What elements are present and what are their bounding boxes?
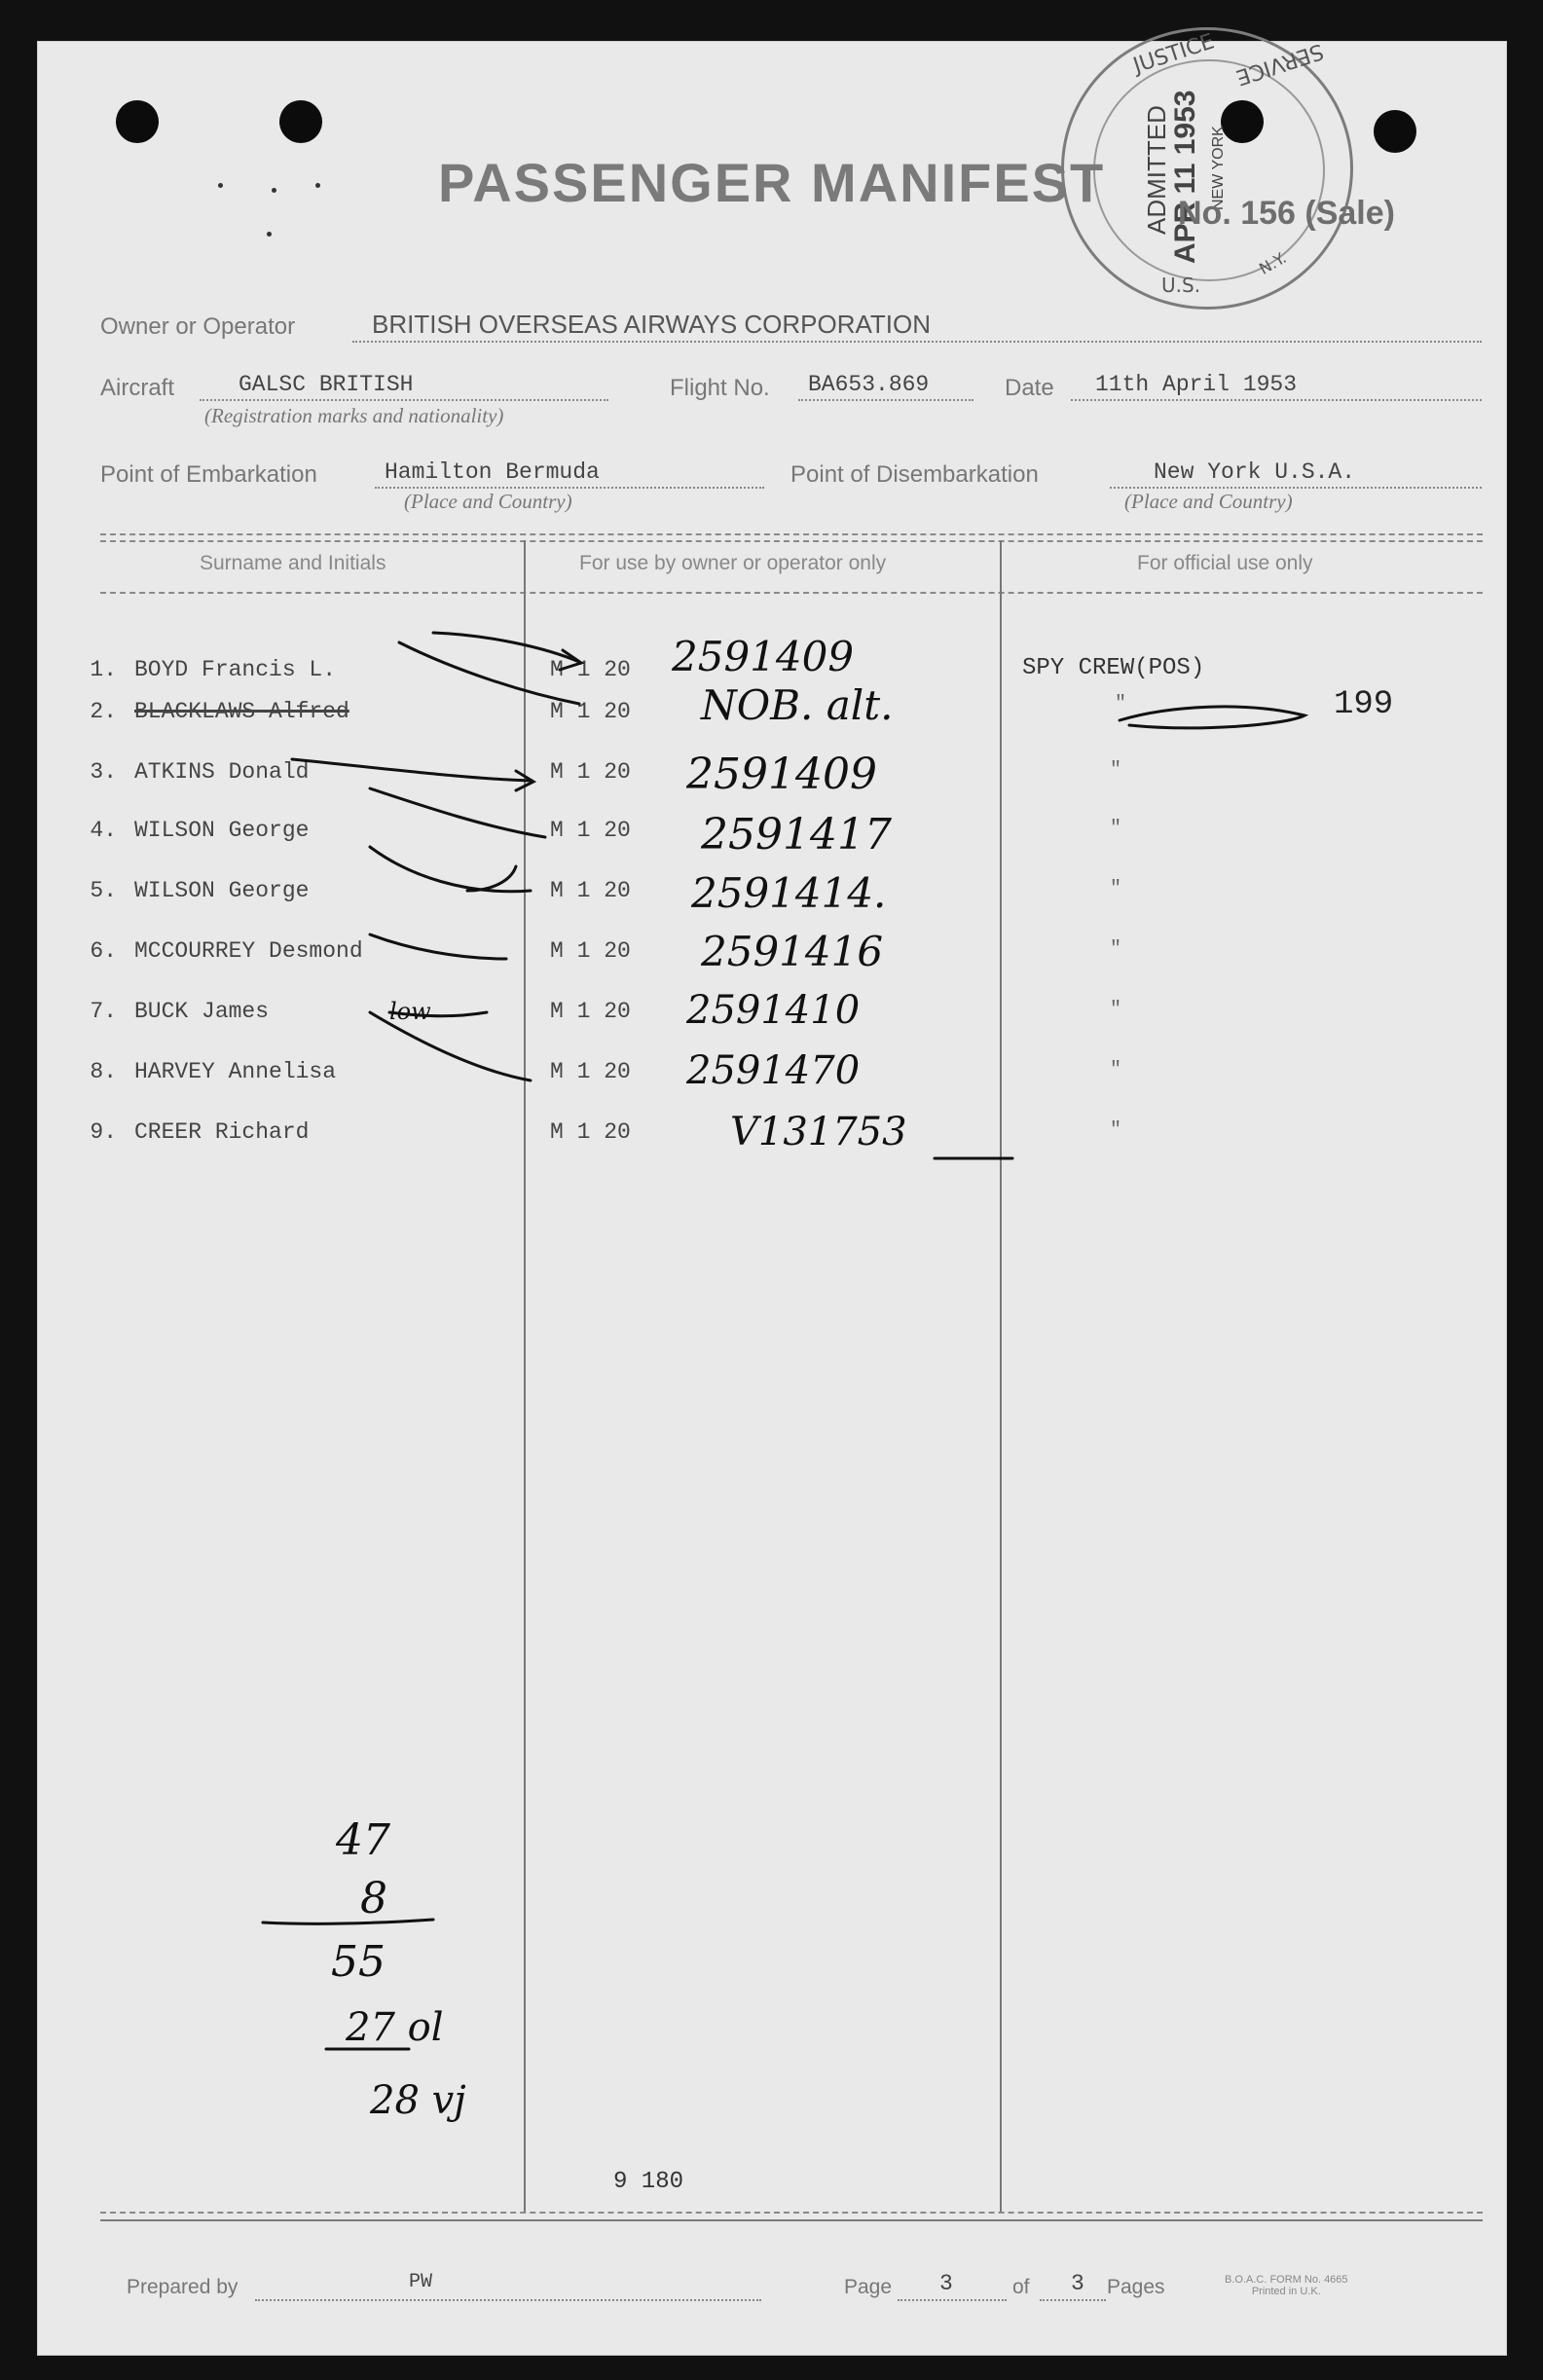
- operator-code: M 1 20: [550, 1059, 631, 1084]
- owner-value: BRITISH OVERSEAS AIRWAYS CORPORATION: [372, 310, 932, 339]
- tally-line-1: 47: [336, 1815, 390, 1865]
- passenger-name: MCCOURREY Desmond: [134, 938, 363, 964]
- operator-code: M 1 20: [550, 657, 631, 682]
- aircraft-label: Aircraft: [100, 375, 175, 401]
- punch-hole-2: [279, 100, 322, 143]
- disembarkation-label: Point of Disembarkation: [790, 461, 1039, 488]
- handwritten-id: NOB. alt.: [701, 681, 894, 729]
- handwritten-id: 2591417: [701, 810, 892, 860]
- passenger-name: ATKINS Donald: [134, 759, 310, 785]
- of-underline: [1040, 2299, 1106, 2301]
- official-count: 199: [1334, 686, 1394, 723]
- column-header-surname: Surname and Initials: [200, 552, 386, 574]
- operator-code: M 1 20: [550, 759, 631, 785]
- row-number: 2.: [90, 699, 117, 724]
- speck: [315, 183, 320, 188]
- passenger-name: WILSON George: [134, 818, 310, 843]
- handwritten-id: 2591470: [686, 1048, 861, 1093]
- prepared-by-label: Prepared by: [127, 2276, 239, 2298]
- speck: [218, 183, 223, 188]
- aircraft-value: GALSC BRITISH: [239, 372, 414, 397]
- stamp-city-text: NEW YORK: [1210, 126, 1227, 210]
- official-ditto: ": [1110, 818, 1122, 840]
- stamp-right-text: SERVICE: [1232, 38, 1327, 90]
- column-total: 9 180: [613, 2169, 684, 2195]
- row-number: 3.: [90, 759, 117, 785]
- flight-underline: [798, 399, 974, 401]
- disembarkation-underline: [1110, 487, 1482, 489]
- prepared-by-value: PW: [409, 2271, 433, 2293]
- column-divider-1: [524, 540, 526, 2212]
- stamp-bottom-text: U.S.: [1161, 274, 1201, 297]
- page-value: 3: [939, 2271, 953, 2296]
- official-ditto: ": [1110, 1119, 1122, 1142]
- passenger-name: WILSON George: [134, 878, 310, 903]
- punch-hole-4: [1374, 110, 1416, 153]
- row-number: 7.: [90, 999, 117, 1024]
- form-code-line1: B.O.A.C. FORM No. 4665: [1225, 2274, 1348, 2286]
- prepared-by-underline: [255, 2299, 761, 2301]
- form-number: No. 156 (Sale): [1178, 195, 1395, 232]
- page-underline: [898, 2299, 1007, 2301]
- official-ditto: ": [1115, 693, 1127, 715]
- flight-label: Flight No.: [670, 375, 770, 401]
- passenger-name: BOYD Francis L.: [134, 657, 337, 682]
- passenger-name: CREER Richard: [134, 1119, 310, 1145]
- handwritten-low-note: low: [389, 998, 431, 1025]
- operator-code: M 1 20: [550, 818, 631, 843]
- page-label: Page: [844, 2276, 893, 2298]
- date-value: 11th April 1953: [1095, 372, 1298, 397]
- speck: [272, 188, 276, 193]
- tally-line-2: 8: [360, 1874, 387, 1923]
- column-header-operator: For use by owner or operator only: [579, 552, 887, 574]
- official-ditto: ": [1110, 1059, 1122, 1081]
- embarkation-label: Point of Embarkation: [100, 461, 317, 488]
- date-label: Date: [1005, 375, 1054, 401]
- table-bottom-rule: [100, 2212, 1483, 2214]
- punch-hole-1: [116, 100, 159, 143]
- stamp-date-text: APR 11 1953: [1169, 90, 1201, 264]
- table-header-rule: [100, 592, 1483, 594]
- form-code-line2: Printed in U.K.: [1251, 2286, 1321, 2297]
- form-code: [1225, 2274, 1348, 2297]
- owner-underline: [352, 341, 1482, 343]
- handwritten-id: 2591410: [686, 988, 861, 1033]
- passenger-name: BLACKLAWS Alfred: [134, 699, 349, 724]
- owner-label: Owner or Operator: [100, 313, 296, 340]
- official-ditto: ": [1110, 938, 1122, 961]
- row-number: 5.: [90, 878, 117, 903]
- official-ditto: ": [1110, 999, 1122, 1021]
- table-top-rule-2: [100, 540, 1483, 542]
- embarkation-value: Hamilton Bermuda: [385, 459, 600, 485]
- row-number: 8.: [90, 1059, 117, 1084]
- aircraft-sublabel: (Registration marks and nationality): [204, 404, 504, 427]
- official-ditto: ": [1110, 878, 1122, 900]
- stamp-admitted-text: ADMITTED: [1142, 105, 1171, 235]
- date-underline: [1071, 399, 1482, 401]
- column-header-official: For official use only: [1137, 552, 1313, 574]
- row-number: 1.: [90, 657, 117, 682]
- column-divider-2: [1000, 540, 1002, 2212]
- stamp-side-text: N.Y.: [1256, 248, 1290, 278]
- handwritten-id: 2591416: [701, 928, 884, 975]
- speck: [267, 232, 272, 237]
- official-ditto: ": [1110, 759, 1122, 782]
- tally-line-3: 27 ol: [346, 2005, 444, 2050]
- embarkation-underline: [375, 487, 764, 489]
- document-title: PASSENGER MANIFEST: [438, 152, 1106, 213]
- handwritten-id: V131753: [730, 1110, 907, 1154]
- of-label: of: [1012, 2276, 1030, 2298]
- tally-sum: 55: [331, 1937, 386, 1987]
- aircraft-underline: [200, 399, 608, 401]
- disembarkation-sublabel: (Place and Country): [1124, 490, 1293, 513]
- operator-code: M 1 20: [550, 699, 631, 724]
- operator-code: M 1 20: [550, 938, 631, 964]
- handwritten-id: 2591409: [686, 750, 877, 799]
- handwritten-id: 2591414.: [691, 869, 887, 917]
- official-note-spy-crew: SPY CREW(POS): [1022, 655, 1205, 681]
- flight-value: BA653.869: [808, 372, 930, 397]
- passenger-name: BUCK James: [134, 999, 270, 1024]
- table-top-rule: [100, 533, 1483, 535]
- operator-code: M 1 20: [550, 999, 631, 1024]
- embarkation-sublabel: (Place and Country): [404, 490, 572, 513]
- total-pages-value: 3: [1071, 2271, 1084, 2296]
- operator-code: M 1 20: [550, 1119, 631, 1145]
- tally-line-4: 28 vj: [370, 2078, 466, 2123]
- operator-code: M 1 20: [550, 878, 631, 903]
- handwritten-id: 2591409: [672, 633, 855, 680]
- table-bottom-rule-2: [100, 2219, 1483, 2221]
- pages-label: Pages: [1107, 2276, 1165, 2298]
- row-number: 6.: [90, 938, 117, 964]
- passenger-name: HARVEY Annelisa: [134, 1059, 337, 1084]
- row-number: 4.: [90, 818, 117, 843]
- row-number: 9.: [90, 1119, 117, 1145]
- stamp-top-text: JUSTICE: [1130, 29, 1218, 79]
- disembarkation-value: New York U.S.A.: [1154, 459, 1356, 485]
